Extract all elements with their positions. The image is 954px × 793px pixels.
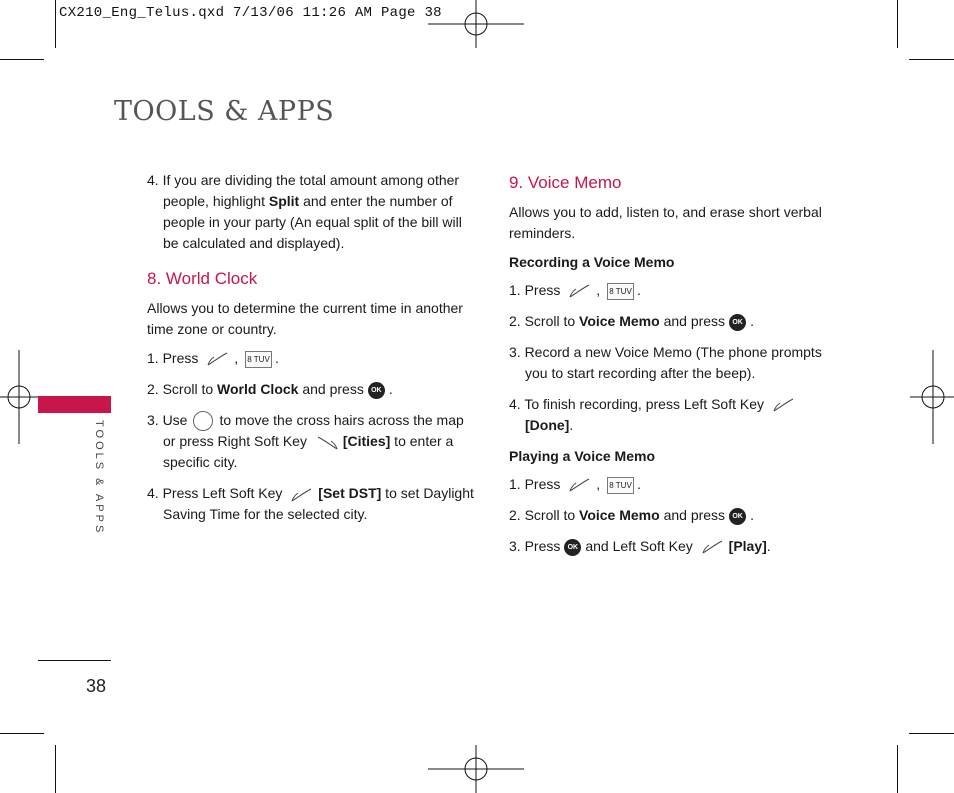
right-soft-key-icon	[314, 434, 340, 452]
playing-step-1: 1. Press , 8 TUV .	[509, 474, 827, 495]
navigation-key-icon	[193, 411, 213, 431]
page-title: TOOLS & APPS	[114, 96, 335, 127]
left-soft-key-icon	[567, 476, 593, 494]
print-header: CX210_Eng_Telus.qxd 7/13/06 11:26 AM Page 38	[59, 5, 442, 21]
step-split: 4. If you are dividing the total amount among other people, highlight Split and enter the number of people in your party (An equal split of the bill will be calculated and displayed).	[147, 172, 462, 251]
section-tab	[38, 396, 111, 413]
ok-key-icon: OK	[368, 382, 385, 399]
number-8-key-icon: 8 TUV	[607, 477, 634, 494]
page-number-rule	[38, 660, 111, 661]
world-clock-step-2: 2. Scroll to World Clock and press OK .	[147, 381, 393, 397]
voice-memo-intro: Allows you to add, listen to, and erase short verbal reminders.	[509, 204, 822, 241]
recording-step-1: 1. Press , 8 TUV .	[509, 280, 827, 301]
left-soft-key-icon	[205, 350, 231, 368]
recording-step-4: 4. To finish recording, press Left Soft Key [Done].	[509, 394, 827, 436]
playing-step-2: 2. Scroll to Voice Memo and press OK .	[509, 507, 754, 523]
number-8-key-icon: 8 TUV	[245, 351, 272, 368]
left-column	[147, 170, 479, 535]
ok-key-icon: OK	[729, 314, 746, 331]
world-clock-step-3: 3. Use to move the cross hairs across the map or press Right Soft Key [Cities] to enter a specific city.	[147, 412, 464, 471]
registration-mark-bottom	[428, 745, 524, 793]
ok-key-icon: OK	[564, 539, 581, 556]
left-soft-key-icon	[567, 282, 593, 300]
recording-heading: Recording a Voice Memo	[509, 254, 675, 270]
registration-mark-top	[428, 0, 524, 48]
side-section-label: TOOLS & APPS	[93, 420, 105, 536]
world-clock-step-4: 4. Press Left Soft Key [Set DST] to set Daylight Saving Time for the selected city.	[147, 485, 474, 523]
playing-heading: Playing a Voice Memo	[509, 448, 656, 464]
recording-step-2: 2. Scroll to Voice Memo and press OK .	[509, 313, 754, 329]
number-8-key-icon: 8 TUV	[607, 283, 634, 300]
page-number: 38	[86, 676, 107, 696]
left-soft-key-icon	[289, 486, 315, 504]
left-soft-key-icon	[700, 538, 726, 556]
ok-key-icon: OK	[729, 508, 746, 525]
right-column	[509, 158, 827, 567]
left-soft-key-icon	[771, 396, 797, 414]
voice-memo-heading: 9. Voice Memo	[509, 173, 622, 192]
world-clock-heading: 8. World Clock	[147, 269, 258, 288]
world-clock-intro: Allows you to determine the current time in another time zone or country.	[147, 300, 463, 337]
world-clock-step-1: 1. Press , 8 TUV .	[147, 348, 479, 369]
playing-step-3: 3. Press OK and Left Soft Key [Play].	[509, 536, 827, 557]
registration-mark-right	[910, 350, 954, 444]
recording-step-3: 3. Record a new Voice Memo (The phone prompts you to start recording after the beep).	[509, 344, 822, 381]
